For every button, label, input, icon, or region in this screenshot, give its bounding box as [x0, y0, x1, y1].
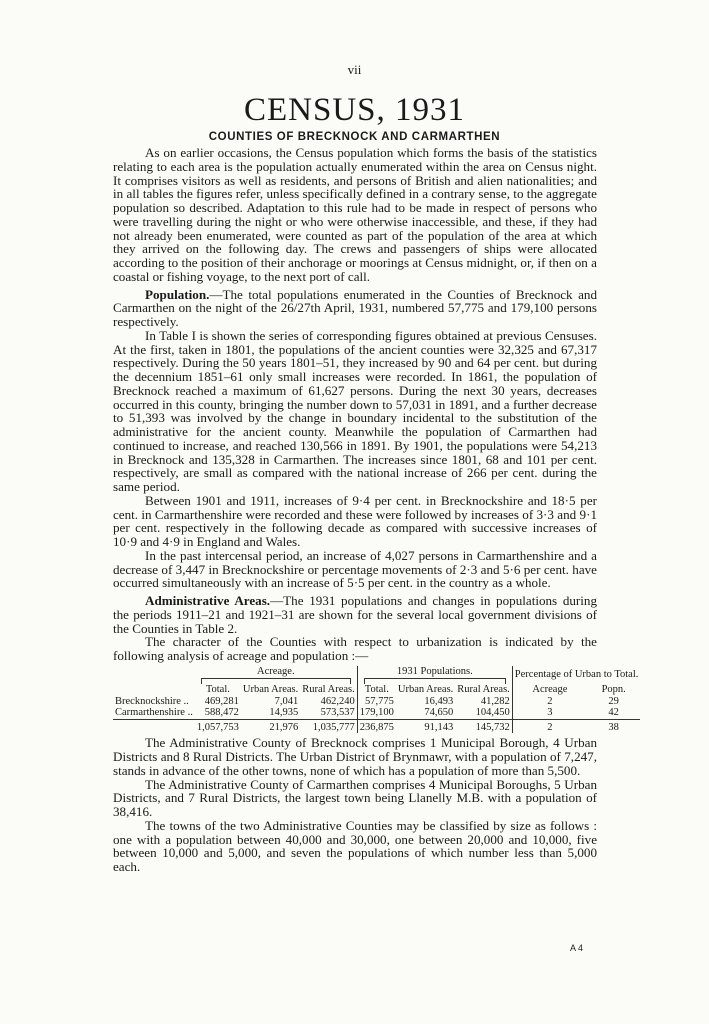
col-pop-total: Total.: [357, 684, 396, 696]
cell: 74,650: [424, 707, 454, 719]
cell: 469,281: [204, 695, 239, 707]
intercensal-paragraph: In the past intercensal period, an increase of 4,027 persons in Carmarthenshire and a decrease of 3,447 in Brecknockshire or percentage movements of 2·3 and 5·6 per cent. have occurred simultaneously with an increase of 5·5 per cent. in the country as a whole.: [113, 547, 597, 591]
decade-paragraph: Between 1901 and 1911, increases of 9·4 per cent. in Brecknockshire and 18·5 per cent. in Carmarthenshire were recorded and these were followed by increases of 3·3 and 9·1 per cent. respectively in the following decade as compared with successive increases of 10·9 and 4·9 in England and Wales.: [113, 492, 597, 549]
cell: 14,935: [269, 707, 299, 719]
cell: 462,240: [320, 695, 355, 707]
cell: 104,450: [475, 707, 510, 719]
row-name: Carmarthenshire ..: [115, 707, 193, 719]
population-paragraph: [113, 288, 597, 329]
page-number: vii: [347, 62, 362, 77]
cell: 41,282: [480, 695, 510, 707]
cell: 42: [608, 707, 619, 719]
col-pct-popn: Popn.: [601, 684, 626, 696]
page-title: CENSUS, 1931: [243, 92, 466, 128]
body-text: [113, 145, 639, 874]
population-text: —The total populations enumerated in the Counties of Brecknock and Carmarthen on the night of the 26/27th April, 1931, numbered 57,775 and 179,100 persons respectively.: [113, 286, 597, 329]
acreage-population-table: [113, 666, 640, 734]
col-pop-rural: Rural Areas.: [457, 684, 510, 696]
cell: 2: [512, 696, 587, 708]
col-acre-total: Total.: [205, 684, 230, 696]
table-total-row: [113, 719, 640, 733]
col-pct-acreage: Acreage: [512, 684, 587, 696]
signature-mark: A 4: [570, 943, 584, 953]
cell: 179,100: [357, 707, 396, 719]
group-percentage: Percentage of Urban to Total.: [512, 666, 640, 685]
admin-paragraph: [113, 594, 597, 635]
group-population: 1931 Populations.: [357, 666, 512, 685]
group-acreage: Acreage.: [195, 666, 357, 685]
cell: 1,035,777: [300, 719, 357, 733]
history-paragraph: In Table I is shown the series of corresponding figures obtained at previous Censuses. At the first, taken in 1801, the populations of the ancient counties were 32,325 and 67,317 respectively. During the 50 years 1801–51, they increased by 90 and 64 per cent. but during the decennium 1851–61 only small increases were recorded. In 1861, the population of Brecknock reached a maximum of 61,627 persons. During the next 30 years, decreases occurred in this county, bringing the number down to 57,031 in 1891, and a further decrease to 51,393 was involved by the change in boundary incidental to the substitution of the administrative for the ancient county. Meanwhile the population of Carmarthen had continued to increase, and reached 130,566 in 1891. By 1901, the populations were 54,213 in Brecknock and 135,328 in Carmarthen. The increases since 1801, 68 and 101 per cent. respectively, are small as compared with the national increase of 266 per cent. during the same period.: [113, 327, 597, 494]
towns-paragraph: The towns of the two Administrative Counties may be classified by size as follows : one with a population between 40,000 and 30,000, one between 20,000 and 10,000, five between 10,000 and 5,000, and seven the populations of which number less than 5,000 each.: [113, 817, 597, 874]
cell: 2: [512, 719, 587, 733]
cell: 57,775: [357, 696, 396, 708]
brecknock-paragraph: The Administrative County of Brecknock comprises 1 Municipal Borough, 4 Urban Districts and 8 Rural Districts. The Urban District of Brynmawr, with a population of 7,247, stands in advance of the other towns, none of which has a population of more than 5,500.: [113, 735, 597, 778]
col-acre-rural: Rural Areas.: [302, 684, 355, 696]
carmarthen-paragraph: The Administrative County of Carmarthen comprises 4 Municipal Boroughs, 5 Urban Districts, and 7 Rural Districts, the largest town being Llanelly M.B. with a population of 38,416.: [113, 776, 597, 819]
table-column-header: [113, 684, 640, 696]
cell: 21,976: [241, 719, 300, 733]
table-group-header: [113, 666, 640, 685]
cell: 7,041: [274, 695, 299, 707]
row-name: Brecknockshire ..: [115, 695, 189, 707]
cell: 236,875: [357, 719, 396, 733]
cell: 145,732: [455, 719, 512, 733]
cell: 16,493: [424, 695, 454, 707]
cell: 91,143: [396, 719, 455, 733]
cell: 3: [512, 707, 587, 719]
admin-heading: Administrative Areas.: [145, 593, 271, 608]
page-subtitle: COUNTIES OF BRECKNOCK AND CARMARTHEN: [208, 131, 501, 143]
urbanization-paragraph: The character of the Counties with respect to urbanization is indicated by the following analysis of acreage and population :—: [113, 634, 597, 663]
col-acre-urban: Urban Areas.: [242, 684, 299, 696]
cell: 38: [587, 719, 640, 733]
table-row: [113, 696, 640, 708]
col-pop-urban: Urban Areas.: [397, 684, 454, 696]
population-heading: Population.: [145, 286, 210, 302]
cell: 1,057,753: [195, 719, 241, 733]
admin-text: —The 1931 populations and changes in populations during the periods 1911–21 and 1921–31 are shown for the several local government divisions of the Counties in Table 2.: [113, 593, 598, 636]
intro-paragraph: As on earlier occasions, the Census population which forms the basis of the statistics relating to each area is the population actually enumerated within the area on Census night. It comprises visitors as well as residents, and persons of British and alien nationalities; and in all tables the figures refer, unless specifically defined in a contrary sense, to the aggregate population so described. Adaptation to this rule had to be made in respect of persons who were travelling during the night or who were otherwise inaccessible, and these, if they had not already been enumerated, were counted as part of the population of the area at which they arrived on the following day. The crews and passengers of ships were allocated according to the position of their anchorage or moorings at Census midnight, or, if then on a coastal or fishing voyage, to the next port of call.: [113, 145, 597, 284]
cell: 588,472: [204, 707, 239, 719]
cell: 573,537: [320, 707, 355, 719]
table-row: [113, 707, 640, 719]
cell: 29: [608, 695, 619, 707]
